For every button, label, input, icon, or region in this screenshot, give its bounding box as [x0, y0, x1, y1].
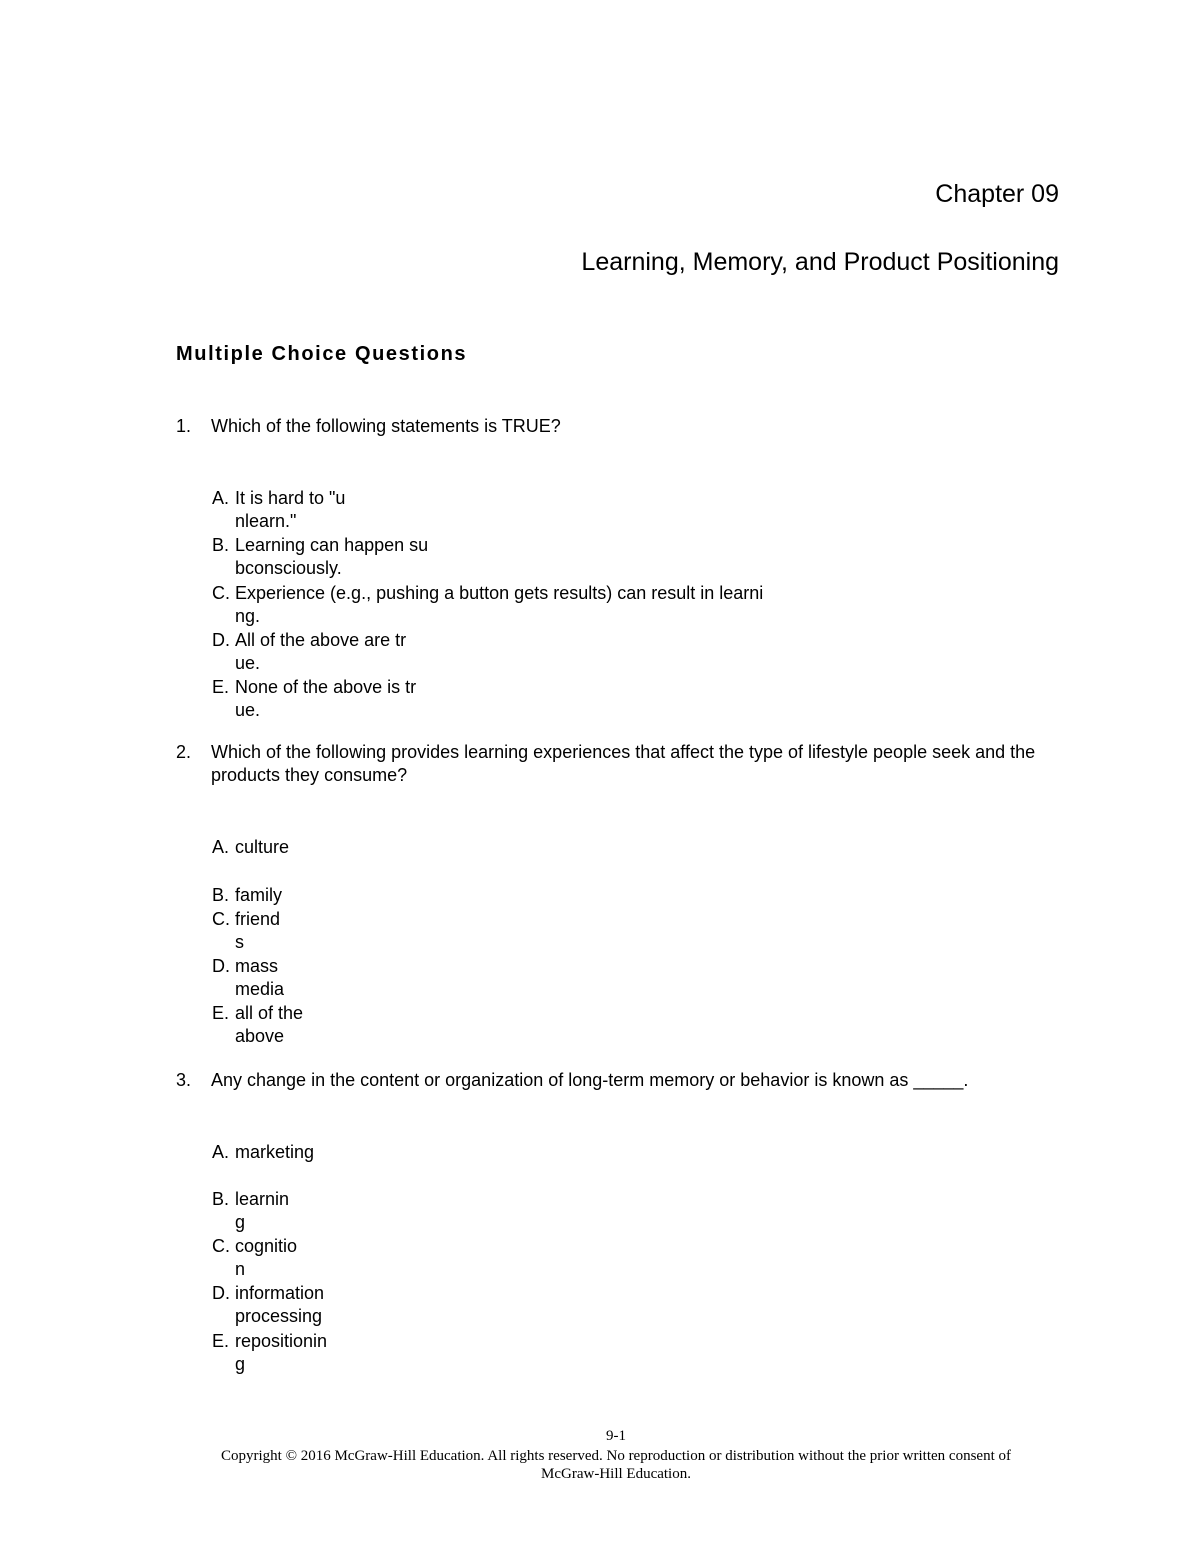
- option-letter: B.: [212, 535, 230, 555]
- option-letter: A.: [212, 488, 230, 508]
- option-letter: E.: [212, 1331, 230, 1351]
- option-text: All of the above are true.: [235, 630, 407, 673]
- question-number: 2.: [176, 742, 192, 762]
- option-letter: C.: [212, 583, 230, 603]
- option-text: Experience (e.g., pushing a button gets results) can result in learning.: [235, 583, 764, 626]
- option-letter: E.: [212, 1003, 230, 1023]
- option-letter: A.: [212, 837, 230, 857]
- option-text: mass media: [235, 956, 285, 999]
- option-text: all of the above: [235, 1003, 304, 1046]
- page-number: 9-1: [606, 1428, 626, 1444]
- option-text: repositioning: [235, 1331, 328, 1374]
- question-number: 1.: [176, 416, 192, 436]
- option-text: learning: [235, 1189, 290, 1232]
- option-letter: B.: [212, 885, 230, 905]
- chapter-title: Learning, Memory, and Product Positioning: [581, 248, 1059, 276]
- question-text: Any change in the content or organization of long-term memory or behavior is known as _____.: [211, 1070, 969, 1090]
- option-text: information processing: [235, 1283, 325, 1326]
- option-letter: C.: [212, 909, 230, 929]
- question-number: 3.: [176, 1070, 192, 1090]
- option-letter: C.: [212, 1236, 230, 1256]
- section-heading: Multiple Choice Questions: [176, 343, 468, 365]
- question-text: Which of the following provides learning experiences that affect the type of lifestyle people seek and the products they consume?: [211, 742, 1036, 785]
- copyright-notice: Copyright © 2016 McGraw-Hill Education. All rights reserved. No reproduction or distribution without the prior written consent of McGraw-Hill Education.: [220, 1448, 1011, 1482]
- option-text: Learning can happen subconsciously.: [235, 535, 429, 578]
- option-letter: E.: [212, 677, 230, 697]
- option-text: cognition: [235, 1236, 298, 1279]
- option-letter: D.: [212, 1283, 230, 1303]
- option-letter: D.: [212, 956, 230, 976]
- option-letter: A.: [212, 1142, 230, 1162]
- option-text: friends: [235, 909, 281, 952]
- question-text: Which of the following statements is TRUE?: [211, 416, 561, 436]
- option-text: None of the above is true.: [235, 677, 417, 720]
- option-text: It is hard to "unlearn.": [235, 488, 346, 531]
- option-text: marketing: [235, 1142, 315, 1162]
- chapter-number: Chapter 09: [935, 180, 1059, 208]
- option-letter: B.: [212, 1189, 230, 1209]
- option-text: family: [235, 885, 283, 905]
- option-letter: D.: [212, 630, 230, 650]
- option-text: culture: [235, 837, 290, 857]
